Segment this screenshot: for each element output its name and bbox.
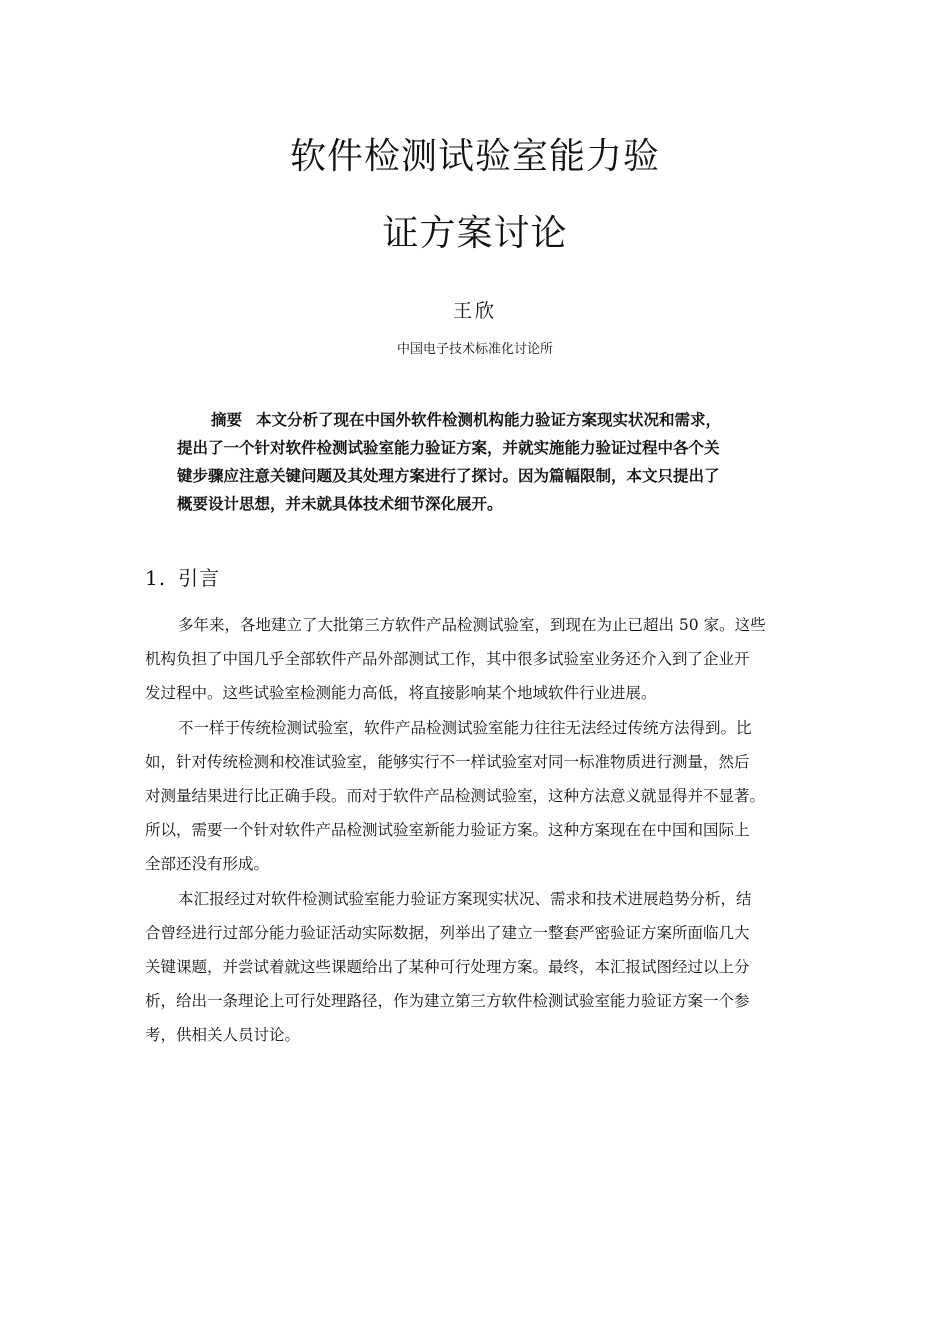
paragraph-line: 关键课题，并尝试着就这些课题给出了某种可行处理方案。最终，本汇报试图经过以上分 xyxy=(145,957,750,976)
paragraph-line: 所以，需要一个针对软件产品检测试验室新能力验证方案。这种方案现在在中国和国际上 xyxy=(145,821,750,840)
abstract-line: 概要设计思想，并未就具体技术细节深化展开。 xyxy=(177,495,503,513)
paragraph-line: 本汇报经过对软件检测试验室能力验证方案现实状况、需求和技术进展趋势分析，结 xyxy=(178,889,752,908)
abstract-line xyxy=(177,406,777,434)
author-name: 王欣 xyxy=(452,300,497,322)
paragraph-line: 合曾经进行过部分能力验证活动实际数据，列举出了建立一整套严密验证方案所面临几大 xyxy=(145,923,750,942)
paragraph-line: 多年来，各地建立了大批第三方软件产品检测试验室，到现在为止已超出 50 家。这些 xyxy=(178,616,766,634)
section-number: 1. xyxy=(145,566,167,590)
title-line-1: 软件检测试验室能力验 xyxy=(289,136,660,177)
abstract-text: 本文分析了现在中国外软件检测机构能力验证方案现实状况和需求， xyxy=(256,411,722,429)
paragraph-line: 对测量结果进行比正确手段。而对于软件产品检测试验室，这种方法意义就显得并不显著。 xyxy=(145,786,766,805)
title-line-2: 证方案讨论 xyxy=(382,213,568,254)
paragraph-line: 考，供相关人员讨论。 xyxy=(145,1026,301,1045)
abstract-label: 摘要 xyxy=(211,411,243,429)
paragraph-line: 如，针对传统检测和校准试验室，能够实行不一样试验室对同一标准物质进行测量，然后 xyxy=(145,752,750,771)
author-affiliation: 中国电子技术标准化讨论所 xyxy=(396,342,553,357)
paragraph-line: 机构负担了中国几乎全部软件产品外部测试工作，其中很多试验室业务还介入到了企业开 xyxy=(145,650,750,669)
section-heading xyxy=(145,562,220,591)
body-text xyxy=(145,608,810,1052)
paragraph-line: 析，给出一条理论上可行处理路径，作为建立第三方软件检测试验室能力验证方案一个参 xyxy=(145,992,750,1011)
abstract xyxy=(177,406,777,518)
paragraph-line: 全部还没有形成。 xyxy=(145,855,270,874)
section-title: 引言 xyxy=(178,566,221,590)
paragraph-line: 不一样于传统检测试验室，软件产品检测试验室能力往往无法经过传统方法得到。比 xyxy=(178,718,752,737)
abstract-line: 键步骤应注意关键问题及其处理方案进行了探讨。因为篇幅限制，本文只提出了 xyxy=(177,467,720,485)
paragraph-line: 发过程中。这些试验室检测能力高低，将直接影响某个地域软件行业进展。 xyxy=(145,684,657,703)
abstract-line: 提出了一个针对软件检测试验室能力验证方案，并就实施能力验证过程中各个关 xyxy=(177,439,720,457)
